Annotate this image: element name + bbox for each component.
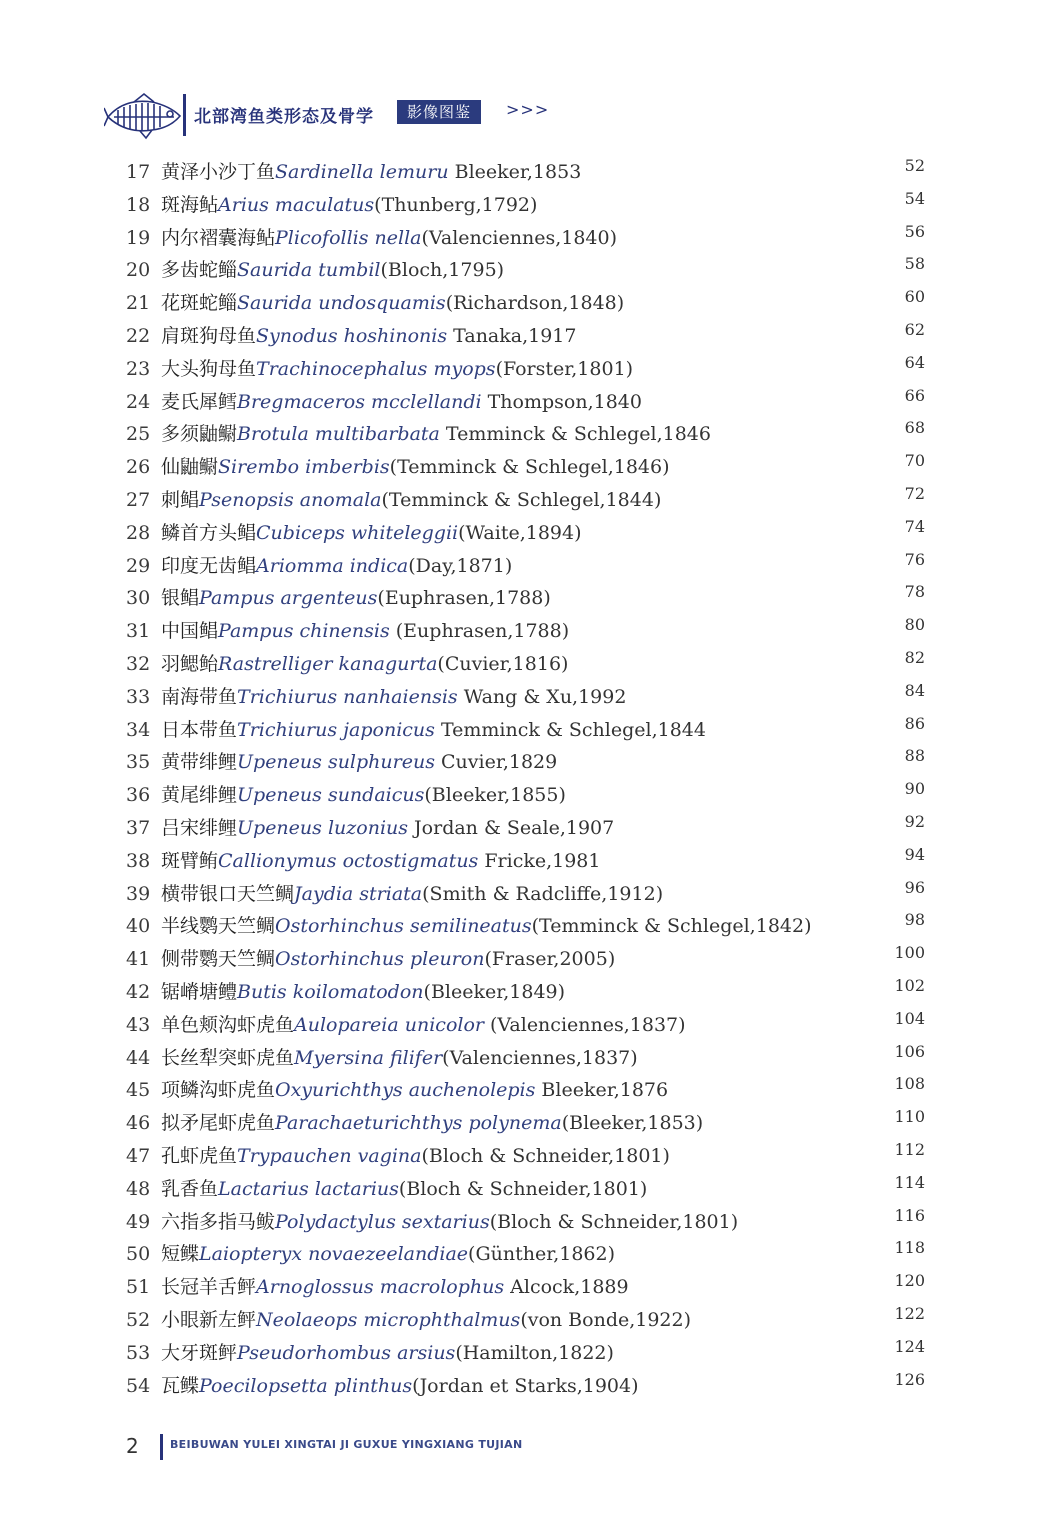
scientific-name: Aulopareia unicolor xyxy=(294,1013,484,1036)
toc-entry[interactable] xyxy=(0,845,1047,877)
entry-number: 42 xyxy=(126,981,151,1003)
chinese-name: 瓦鲽 xyxy=(161,1374,200,1397)
authority: Temminck & Schlegel,1846 xyxy=(439,423,711,446)
scientific-name: Lactarius lactarius xyxy=(218,1177,399,1200)
authority: (Waite,1894) xyxy=(458,521,582,544)
scientific-name: Upeneus luzonius xyxy=(237,817,409,839)
entry-page-number: 94 xyxy=(904,844,925,864)
toc-entry[interactable] xyxy=(0,943,1047,975)
authority: Bleeker,1853 xyxy=(448,161,582,183)
toc-entry[interactable] xyxy=(0,1238,1047,1270)
entry-title xyxy=(161,582,551,614)
authority: (Bleeker,1849) xyxy=(423,981,566,1003)
entry-number: 24 xyxy=(126,390,151,413)
entry-number: 22 xyxy=(126,325,151,347)
scientific-name: Laiopteryx novaezeelandiae xyxy=(199,1243,469,1266)
entry-page-number: 72 xyxy=(904,484,925,503)
authority: (Fraser,2005) xyxy=(484,948,616,971)
entry-title xyxy=(161,1107,703,1139)
scientific-name: Ariomma indica xyxy=(256,554,409,577)
entry-page-number: 108 xyxy=(894,1074,925,1094)
chinese-name: 短鲽 xyxy=(161,1243,200,1266)
authority: (Bleeker,1855) xyxy=(424,784,566,807)
chinese-name: 大牙斑鲆 xyxy=(161,1341,238,1364)
toc-entry[interactable] xyxy=(0,484,1047,516)
scientific-name: Oxyurichthys auchenolepis xyxy=(275,1079,536,1102)
scientific-name: Butis koilomatodon xyxy=(237,981,424,1003)
entry-number: 38 xyxy=(126,849,151,872)
entry-number: 50 xyxy=(126,1243,151,1266)
entry-title xyxy=(161,254,504,286)
chinese-name: 项鳞沟虾虎鱼 xyxy=(161,1079,276,1102)
entry-title xyxy=(161,779,566,811)
scientific-name: Saurida undosquamis xyxy=(237,292,446,315)
toc-entry[interactable] xyxy=(0,1337,1047,1369)
entry-page-number: 74 xyxy=(904,516,925,536)
entry-title xyxy=(161,1074,668,1106)
footer-divider xyxy=(160,1434,163,1460)
authority: (Valenciennes,1837) xyxy=(483,1013,686,1036)
toc-entry[interactable] xyxy=(0,648,1047,680)
authority: (Günther,1862) xyxy=(468,1243,616,1266)
chinese-name: 拟矛尾虾虎鱼 xyxy=(161,1112,276,1135)
chinese-name: 日本带鱼 xyxy=(161,718,238,741)
scientific-name: Ostorhinchus semilineatus xyxy=(275,915,532,938)
toc-entry[interactable] xyxy=(0,222,1047,254)
entry-page-number: 82 xyxy=(904,648,925,667)
entry-title xyxy=(161,681,626,713)
page-number: 2 xyxy=(126,1434,139,1458)
toc-entry[interactable] xyxy=(0,320,1047,352)
entry-number: 25 xyxy=(126,423,151,446)
scientific-name: Sirembo imberbis xyxy=(218,456,390,479)
toc-entry[interactable] xyxy=(0,878,1047,910)
chinese-name: 羽鳃鲐 xyxy=(161,653,219,675)
chinese-name: 半线鹦天竺鲷 xyxy=(161,915,276,938)
chinese-name: 斑臂鲔 xyxy=(161,849,219,872)
scientific-name: Callionymus octostigmatus xyxy=(218,849,479,872)
scientific-name: Ostorhinchus pleuron xyxy=(275,948,485,971)
entry-title xyxy=(161,746,557,778)
toc-entry[interactable] xyxy=(0,1206,1047,1238)
entry-title xyxy=(161,976,565,1008)
entry-number: 48 xyxy=(126,1177,151,1200)
authority: (Bloch,1795) xyxy=(380,259,505,282)
toc-entry[interactable] xyxy=(0,1173,1047,1205)
entry-number: 45 xyxy=(126,1079,151,1102)
entry-page-number: 78 xyxy=(904,582,925,602)
toc-entry[interactable] xyxy=(0,254,1047,286)
entry-page-number: 52 xyxy=(904,156,925,175)
toc-entry[interactable] xyxy=(0,189,1047,221)
toc-entry[interactable] xyxy=(0,1107,1047,1139)
entry-page-number: 70 xyxy=(904,451,925,471)
entry-number: 23 xyxy=(126,357,151,380)
scientific-name: Trichiurus nanhaiensis xyxy=(237,685,458,708)
authority: (Cuvier,1816) xyxy=(437,653,569,675)
scientific-name: Rastrelliger kanagurta xyxy=(218,653,438,675)
entry-page-number: 68 xyxy=(904,418,925,438)
scientific-name: Psenopsis anomala xyxy=(199,489,382,511)
authority: (Richardson,1848) xyxy=(445,292,625,315)
authority: Temminck & Schlegel,1844 xyxy=(434,718,706,741)
authority: (Bloch & Schneider,1801) xyxy=(421,1145,670,1167)
scientific-name: Sardinella lemuru xyxy=(275,161,449,183)
entry-page-number: 110 xyxy=(894,1107,925,1127)
toc-entry[interactable] xyxy=(0,287,1047,319)
scientific-name: Myersina filifer xyxy=(294,1046,443,1069)
entry-title xyxy=(161,1238,615,1270)
entry-title xyxy=(161,1173,647,1205)
entry-number: 44 xyxy=(126,1046,151,1069)
chinese-name: 吕宋绯鲤 xyxy=(161,817,238,839)
chinese-name: 刺鲳 xyxy=(161,489,200,511)
chinese-name: 侧带鹦天竺鲷 xyxy=(161,948,276,971)
scientific-name: Parachaeturichthys polynema xyxy=(275,1112,562,1135)
scientific-name: Pampus chinensis xyxy=(218,620,390,643)
entry-page-number: 60 xyxy=(904,287,925,307)
authority: (Temminck & Schlegel,1842) xyxy=(531,915,812,938)
entry-title xyxy=(161,1140,670,1172)
chinese-name: 单色颊沟虾虎鱼 xyxy=(161,1013,295,1036)
scientific-name: Polydactylus sextarius xyxy=(275,1210,490,1233)
entry-title xyxy=(161,418,711,450)
chinese-name: 小眼新左鲆 xyxy=(161,1309,257,1331)
entry-page-number: 120 xyxy=(894,1271,925,1291)
authority: Alcock,1889 xyxy=(504,1276,629,1299)
entry-number: 35 xyxy=(126,751,151,774)
running-footer xyxy=(0,1430,1047,1470)
entry-title xyxy=(161,451,670,483)
entry-title xyxy=(161,845,601,877)
entry-title xyxy=(161,910,812,942)
authority: (Valenciennes,1837) xyxy=(442,1046,638,1069)
chinese-name: 大头狗母鱼 xyxy=(161,357,257,380)
chinese-name: 乳香鱼 xyxy=(161,1177,219,1200)
authority: (Hamilton,1822) xyxy=(455,1341,614,1364)
entry-title xyxy=(161,1304,691,1336)
scientific-name: Trachinocephalus myops xyxy=(256,357,496,380)
entry-number: 51 xyxy=(126,1276,151,1299)
authority: (Bleeker,1853) xyxy=(561,1112,704,1135)
toc-entry[interactable] xyxy=(0,746,1047,778)
footer-running-title: BEIBUWAN YULEI XINGTAI JI GUXUE YINGXIANG TUJIAN xyxy=(170,1438,523,1451)
authority: Jordan & Seale,1907 xyxy=(408,817,615,839)
authority: (Euphrasen,1788) xyxy=(389,620,570,643)
chinese-name: 多须鼬鳚 xyxy=(161,423,238,446)
entry-page-number: 114 xyxy=(894,1172,925,1192)
entry-number: 47 xyxy=(126,1145,151,1167)
authority: (von Bonde,1922) xyxy=(520,1309,692,1331)
chinese-name: 内尔褶囊海鲇 xyxy=(161,226,276,249)
toc-entry[interactable] xyxy=(0,582,1047,614)
toc-entry[interactable] xyxy=(0,910,1047,942)
entry-title xyxy=(161,1271,629,1303)
scientific-name: Jaydia striata xyxy=(294,882,423,905)
entry-number: 20 xyxy=(126,259,151,282)
authority: (Smith & Radcliffe,1912) xyxy=(422,882,664,905)
authority: (Temminck & Schlegel,1846) xyxy=(389,456,670,479)
entry-number: 28 xyxy=(126,521,151,544)
header-arrows: >>> xyxy=(506,100,550,119)
chinese-name: 黄尾绯鲤 xyxy=(161,784,238,807)
entry-page-number: 118 xyxy=(894,1238,925,1258)
entry-number: 53 xyxy=(126,1341,151,1364)
chinese-name: 长丝犁突虾虎鱼 xyxy=(161,1046,295,1069)
chinese-name: 长冠羊舌鲆 xyxy=(161,1276,257,1299)
entry-number: 41 xyxy=(126,948,151,971)
scientific-name: Pseudorhombus arsius xyxy=(237,1341,456,1364)
entry-number: 27 xyxy=(126,489,151,511)
entry-page-number: 86 xyxy=(904,713,925,733)
entry-title xyxy=(161,1009,686,1041)
entry-page-number: 92 xyxy=(904,812,925,831)
chinese-name: 麦氏犀鳕 xyxy=(161,390,238,413)
entry-title xyxy=(161,353,633,385)
entry-title xyxy=(161,156,581,188)
entry-number: 32 xyxy=(126,653,151,675)
authority: (Jordan et Starks,1904) xyxy=(412,1374,639,1397)
authority: Bleeker,1876 xyxy=(535,1079,669,1102)
entry-number: 33 xyxy=(126,685,151,708)
entry-title xyxy=(161,1370,639,1402)
entry-number: 54 xyxy=(126,1374,151,1397)
toc-entry[interactable] xyxy=(0,1074,1047,1106)
scientific-name: Trichiurus japonicus xyxy=(237,718,435,741)
toc-entry[interactable] xyxy=(0,714,1047,746)
entry-title xyxy=(161,943,615,975)
authority: (Temminck & Schlegel,1844) xyxy=(381,489,662,511)
entry-title xyxy=(161,222,617,254)
authority: (Thunberg,1792) xyxy=(374,193,538,216)
entry-number: 31 xyxy=(126,620,151,643)
authority: (Day,1871) xyxy=(408,554,513,577)
entry-title xyxy=(161,1206,738,1238)
entry-number: 21 xyxy=(126,292,151,315)
chinese-name: 锯嵴塘鳢 xyxy=(161,981,238,1003)
toc-entry[interactable] xyxy=(0,550,1047,582)
scientific-name: Arius maculatus xyxy=(218,193,375,216)
entry-number: 46 xyxy=(126,1112,151,1135)
toc-entry[interactable] xyxy=(0,976,1047,1008)
entry-page-number: 84 xyxy=(904,680,925,700)
toc-entry[interactable] xyxy=(0,1009,1047,1041)
chinese-name: 黄带绯鲤 xyxy=(161,751,238,774)
scientific-name: Brotula multibarbata xyxy=(237,423,440,446)
entry-number: 36 xyxy=(126,784,151,807)
toc-entry[interactable] xyxy=(0,451,1047,483)
entry-number: 19 xyxy=(126,226,151,249)
entry-title xyxy=(161,812,614,844)
chinese-name: 花斑蛇鲻 xyxy=(161,292,238,315)
entry-title xyxy=(161,517,582,549)
scientific-name: Pampus argenteus xyxy=(199,587,378,610)
chinese-name: 中国鲳 xyxy=(161,620,219,643)
running-header xyxy=(104,88,1004,144)
toc-entry[interactable] xyxy=(0,1140,1047,1172)
toc-entry[interactable] xyxy=(0,353,1047,385)
scientific-name: Plicofollis nella xyxy=(275,226,422,249)
entry-page-number: 124 xyxy=(894,1336,925,1356)
entry-page-number: 96 xyxy=(904,877,925,897)
authority: Thompson,1840 xyxy=(481,390,642,413)
entry-page-number: 62 xyxy=(904,320,925,339)
entry-page-number: 54 xyxy=(904,188,925,208)
entry-number: 18 xyxy=(126,193,151,216)
scientific-name: Trypauchen vagina xyxy=(237,1145,422,1167)
authority: Wang & Xu,1992 xyxy=(457,685,627,708)
entry-title xyxy=(161,1042,638,1074)
scientific-name: Bregmaceros mcclellandi xyxy=(237,390,482,413)
toc-entry[interactable] xyxy=(0,779,1047,811)
authority: (Bloch & Schneider,1801) xyxy=(398,1177,648,1200)
toc-entry[interactable] xyxy=(0,812,1047,844)
chinese-name: 银鲳 xyxy=(161,587,200,610)
header-divider xyxy=(183,94,186,136)
entry-page-number: 76 xyxy=(904,549,925,569)
scientific-name: Upeneus sulphureus xyxy=(237,751,435,774)
entry-page-number: 66 xyxy=(904,385,925,405)
chinese-name: 肩斑狗母鱼 xyxy=(161,325,257,347)
entry-page-number: 64 xyxy=(904,352,925,372)
entry-number: 17 xyxy=(126,161,151,183)
entry-number: 39 xyxy=(126,882,151,905)
entry-page-number: 112 xyxy=(894,1140,925,1159)
entry-number: 43 xyxy=(126,1013,151,1036)
toc-entry[interactable] xyxy=(0,517,1047,549)
scientific-name: Poecilopsetta plinthus xyxy=(199,1374,413,1397)
entry-title xyxy=(161,714,706,746)
toc-entry[interactable] xyxy=(0,681,1047,713)
entry-page-number: 88 xyxy=(904,746,925,766)
entry-title xyxy=(161,189,537,221)
authority: Tanaka,1917 xyxy=(447,325,577,347)
entry-title xyxy=(161,386,642,418)
chinese-name: 斑海鲇 xyxy=(161,193,219,216)
authority: Fricke,1981 xyxy=(478,849,601,872)
toc-entry[interactable] xyxy=(0,156,1047,188)
toc-entry[interactable] xyxy=(0,418,1047,450)
entry-page-number: 116 xyxy=(894,1205,925,1225)
entry-page-number: 98 xyxy=(904,910,925,930)
entry-number: 30 xyxy=(126,587,151,610)
toc-entry[interactable] xyxy=(0,1304,1047,1336)
entry-number: 40 xyxy=(126,915,151,938)
entry-number: 34 xyxy=(126,718,151,741)
scientific-name: Neolaeops microphthalmus xyxy=(256,1309,521,1331)
entry-page-number: 104 xyxy=(894,1008,925,1028)
authority: (Bloch & Schneider,1801) xyxy=(489,1210,739,1233)
chinese-name: 六指多指马鲅 xyxy=(161,1210,276,1233)
authority: (Forster,1801) xyxy=(495,357,634,380)
entry-page-number: 58 xyxy=(904,254,925,274)
toc-entry[interactable] xyxy=(0,1271,1047,1303)
toc-entry[interactable] xyxy=(0,615,1047,647)
entry-page-number: 90 xyxy=(904,779,925,799)
entry-page-number: 106 xyxy=(894,1041,925,1061)
scientific-name: Saurida tumbil xyxy=(237,259,381,282)
entry-title xyxy=(161,550,512,582)
entry-title xyxy=(161,320,577,352)
chinese-name: 南海带鱼 xyxy=(161,685,238,708)
entry-page-number: 56 xyxy=(904,221,925,241)
entry-title xyxy=(161,1337,614,1369)
scientific-name: Upeneus sundaicus xyxy=(237,784,425,807)
entry-title xyxy=(161,648,568,680)
entry-page-number: 126 xyxy=(894,1369,925,1389)
toc-entry[interactable] xyxy=(0,1370,1047,1402)
entry-title xyxy=(161,484,661,516)
chinese-name: 多齿蛇鲻 xyxy=(161,259,238,282)
entry-number: 52 xyxy=(126,1309,151,1331)
authority: (Valenciennes,1840) xyxy=(421,226,618,249)
entry-number: 37 xyxy=(126,817,151,839)
entry-page-number: 100 xyxy=(894,943,925,963)
entry-page-number: 80 xyxy=(904,615,925,635)
scientific-name: Arnoglossus macrolophus xyxy=(256,1276,505,1299)
toc-entry[interactable] xyxy=(0,386,1047,418)
entry-number: 29 xyxy=(126,554,151,577)
entry-title xyxy=(161,878,663,910)
chinese-name: 仙鼬鳚 xyxy=(161,456,219,479)
authority: (Euphrasen,1788) xyxy=(377,587,551,610)
entry-number: 49 xyxy=(126,1210,151,1233)
entry-page-number: 102 xyxy=(894,976,925,995)
authority: Cuvier,1829 xyxy=(434,751,558,774)
toc-entry[interactable] xyxy=(0,1042,1047,1074)
fish-skeleton-icon xyxy=(104,90,186,140)
chinese-name: 印度无齿鲳 xyxy=(161,554,257,577)
chinese-name: 孔虾虎鱼 xyxy=(161,1145,238,1167)
chinese-name: 黄泽小沙丁鱼 xyxy=(161,161,276,183)
chinese-name: 鳞首方头鲳 xyxy=(161,521,257,544)
scientific-name: Synodus hoshinonis xyxy=(256,325,448,347)
entry-page-number: 122 xyxy=(894,1304,925,1323)
entry-number: 26 xyxy=(126,456,151,479)
chinese-name: 横带银口天竺鲷 xyxy=(161,882,295,905)
entry-title xyxy=(161,615,569,647)
entry-title xyxy=(161,287,624,319)
book-title: 北部湾鱼类形态及骨学 xyxy=(194,107,374,127)
scientific-name: Cubiceps whiteleggii xyxy=(256,521,459,544)
book-title-badge: 影像图鉴 xyxy=(397,100,481,124)
